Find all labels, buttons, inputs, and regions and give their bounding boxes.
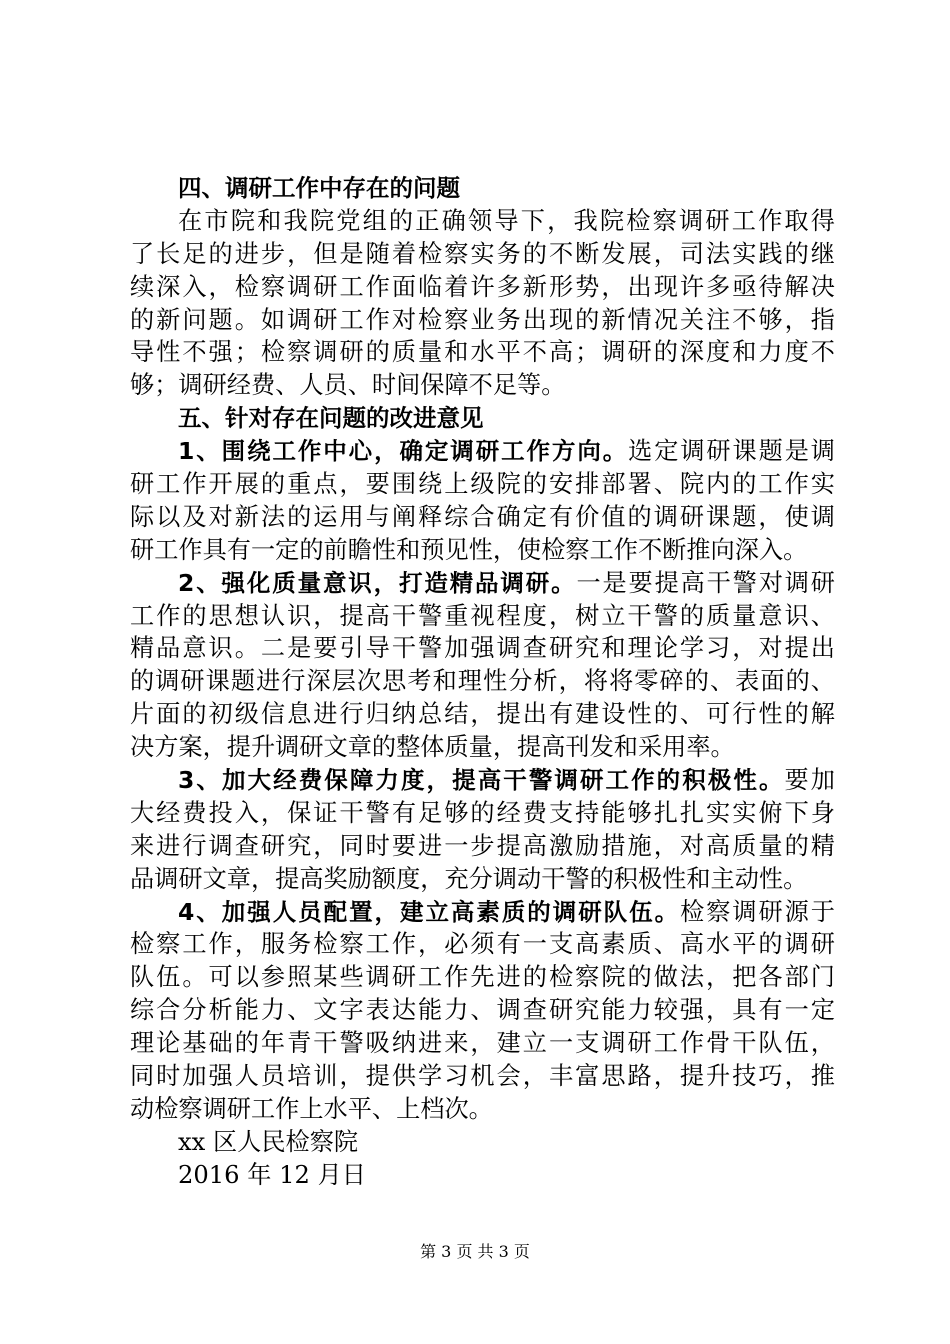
paragraph-line: 精品意识。二是要引导干警加强调查研究和理论学习，对提出 [130,634,835,663]
paragraph-line: 够；调研经费、人员、时间保障不足等。 [130,371,566,400]
paragraph-line: 综合分析能力、文字表达能力、调查研究能力较强，具有一定 [130,996,835,1025]
paragraph-line: 同时加强人员培训，提供学习机会，丰富思路，提升技巧，推 [130,1062,835,1091]
paragraph-line: 队伍。可以参照某些调研工作先进的检察院的做法，把各部门 [130,963,835,992]
item-1-text: 选定调研课题是调 [628,437,835,466]
document-body [130,172,835,1192]
paragraph-line: 续深入，检察调研工作面临着许多新形势，出现许多亟待解决 [130,272,835,301]
paragraph-line: 片面的初级信息进行归纳总结，提出有建设性的、可行性的解 [130,700,835,729]
item-2-text: 一是要提高干警对调研 [576,568,835,597]
item-4-text: 检察调研源于 [680,897,835,926]
item-1-first-line [130,435,835,468]
item-2-first-line [130,567,835,600]
section-heading-4: 四、调研工作中存在的问题 [178,174,460,202]
item-1-title: 1、围绕工作中心，确定调研工作方向。 [178,437,629,466]
paragraph-line: 研工作开展的重点，要围绕上级院的安排部署、院内的工作实 [130,470,835,499]
item-3-text: 要加 [784,766,835,795]
paragraph-line: 品调研文章，提高奖励额度，充分调动干警的积极性和主动性。 [130,864,808,893]
paragraph-line: 研工作具有一定的前瞻性和预见性，使检察工作不断推向深入。 [130,535,808,564]
item-3-first-line [130,764,835,797]
paragraph-line: 来进行调查研究，同时要进一步提高激励措施，对高质量的精 [130,831,835,860]
paragraph-line: 大经费投入，保证干警有足够的经费支持能够扎扎实实俯下身 [130,798,835,827]
item-3-title: 3、加大经费保障力度，提高干警调研工作的积极性。 [178,766,785,795]
paragraph-line: 理论基础的年青干警吸纳进来，建立一支调研工作骨干队伍， [130,1029,835,1058]
item-2-title: 2、强化质量意识，打造精品调研。 [178,568,577,597]
paragraph-line: 了长足的进步，但是随着检察实务的不断发展，司法实践的继 [130,239,835,268]
paragraph-line: 的新问题。如调研工作对检察业务出现的新情况关注不够，指 [130,305,835,334]
item-4-first-line [130,896,835,929]
paragraph-line: 决方案，提升调研文章的整体质量，提高刊发和采用率。 [130,733,735,762]
paragraph-line: 检察工作，服务检察工作，必须有一支高素质、高水平的调研 [130,930,835,959]
section-heading-5: 五、针对存在问题的改进意见 [178,404,484,433]
paragraph-line: 的调研课题进行深层次思考和理性分析，将将零碎的、表面的、 [130,667,835,696]
paragraph-line: 际以及对新法的运用与阐释综合确定有价值的调研课题，使调 [130,502,835,531]
signature-date: 2016 年 12 月日 [178,1160,366,1189]
paragraph-line: 导性不强；检察调研的质量和水平不高；调研的深度和力度不 [130,338,835,367]
item-4-title: 4、加强人员配置，建立高素质的调研队伍。 [178,897,681,926]
page-footer: 第 3 页 共 3 页 [420,1242,530,1261]
signature-org: xx 区人民检察院 [178,1127,359,1156]
paragraph-line: 工作的思想认识，提高干警重视程度，树立干警的质量意识、 [130,601,835,630]
paragraph-line: 动检察调研工作上水平、上档次。 [130,1094,493,1123]
paragraph-line: 在市院和我院党组的正确领导下，我院检察调研工作取得 [178,206,835,235]
